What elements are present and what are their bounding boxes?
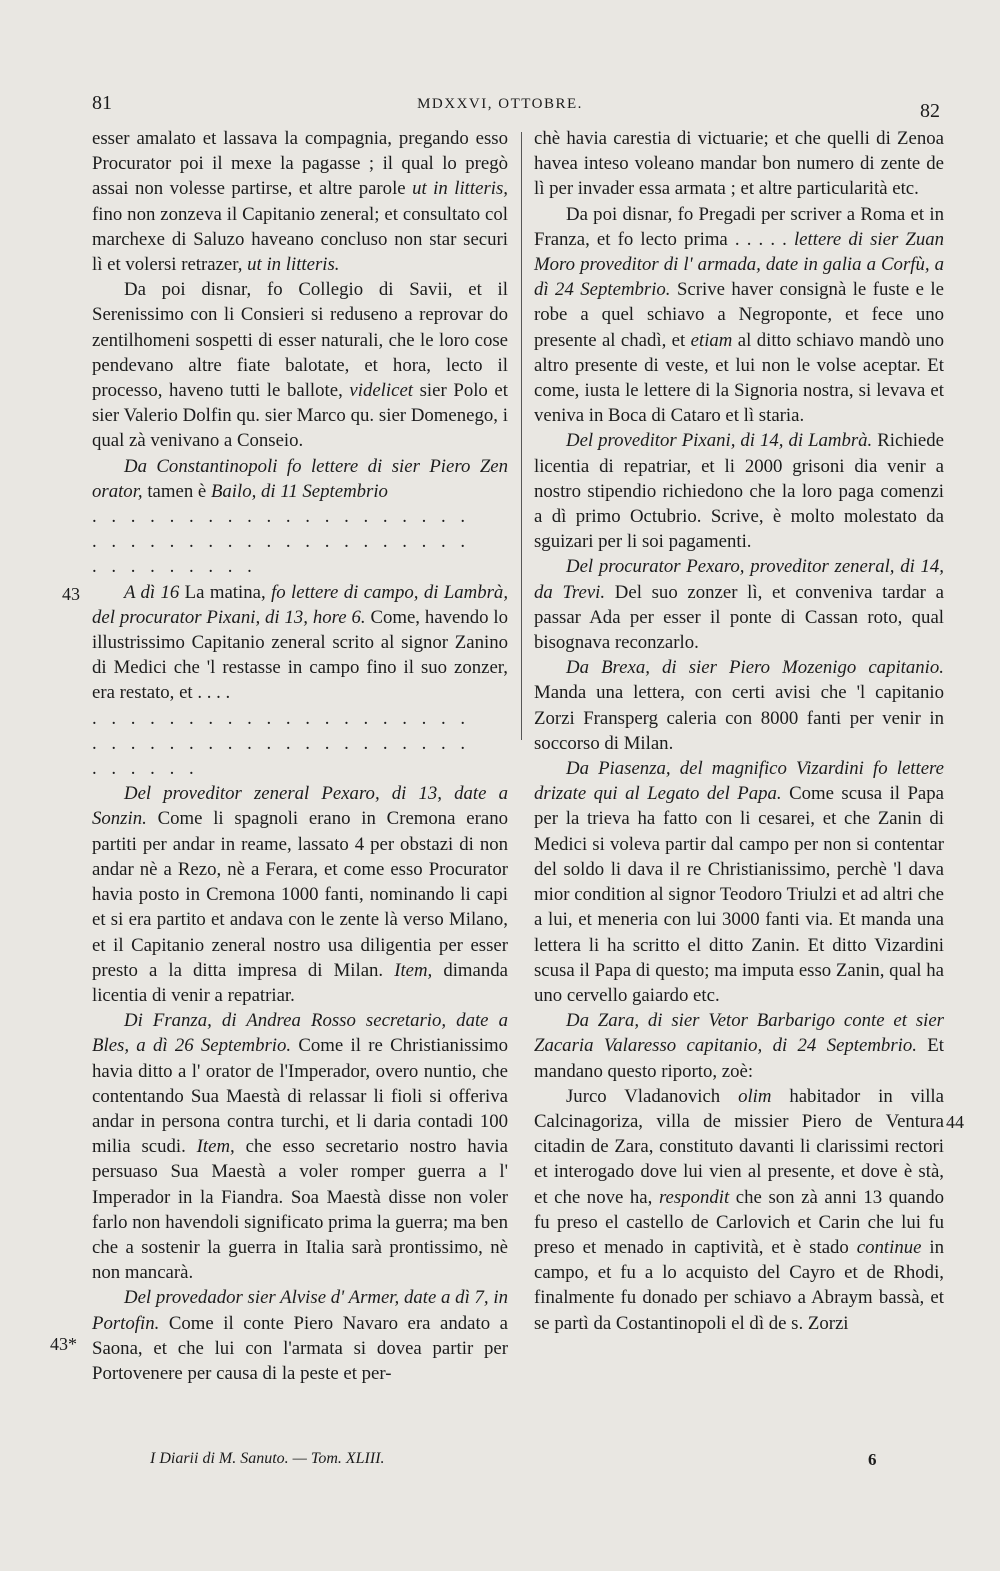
paragraph: Del proveditor zeneral Pexaro, di 13, date a Sonzin. Come li spagnoli erano in Cremona erano partiti per andar in reame, lassato 4 per obstazi di non andar nè a Rezo, nè a Ferara, et come esso Procurator havia posto in Cremona 1000 fanti, nominando li capi et si era partito et andava con le zente là verso Milano, et il Capitanio zeneral nostro usa diligentia per esser presto a la ditta impresa di Milan. Item, dimanda licentia di venir a repatriar. [92, 783, 508, 1006]
ellipsis-line: . . . . . . . . . . . . . . . . . . . . [92, 531, 471, 553]
column-divider [521, 132, 522, 740]
right-column [534, 126, 944, 1336]
running-title: MDXXVI, OTTOBRE. [417, 96, 583, 112]
paragraph: Del provedador sier Alvise d' Armer, date a dì 7, in Portofin. Come il conte Piero Navaro era andato a Saona, et che lui con l'armata si dovea partir per Portovenere per causa di la peste et per- [92, 1287, 508, 1384]
signature-mark: 6 [868, 1450, 877, 1469]
page-number-left: 81 [92, 92, 112, 114]
paragraph: Del proveditor Pixani, di 14, di Lambrà. Richiede licentia di repatriar, et li 2000 grisoni dia venir a nostro stipendio richiedono che la loro paga comenzi a dì primo Octubrio. Scrive, è molto molestato da sguizari per li soi pagamenti. [534, 430, 944, 553]
ellipsis-line: . . . . . . . . . [92, 556, 257, 578]
ellipsis-line: . . . . . . . . . . . . . . . . . . . . [92, 506, 471, 528]
paragraph: esser amalato et lassava la compagnia, pregando esso Procurator poi il mexe la pagasse ; il qual lo pregò assai non volesse partirse, et altre parole ut in litteris, fino non zonzeva il Capitanio zeneral; et consultato col marchexe di Saluzo haveano concluso non star securi lì et volersi retrazer, ut in litteris. [92, 128, 508, 276]
margin-number: 43* [50, 1334, 77, 1354]
margin-number: 43 [62, 584, 80, 604]
paragraph: Da Constantinopoli fo lettere di sier Piero Zen orator, tamen è Bailo, di 11 Septembrio [92, 455, 508, 502]
footer-title: I Diarii di M. Sanuto. — Tom. XLIII. [150, 1450, 385, 1467]
ellipsis-line: . . . . . . [92, 758, 199, 780]
paragraph: chè havia carestia di victuarie; et che quelli di Zenoa havea inteso voleano mandar bon numero di zente de lì per invader essa armata ; et altre particularità etc. [534, 128, 944, 200]
margin-number: 44 [946, 1112, 964, 1132]
paragraph: Da poi disnar, fo Collegio di Savii, et il Serenissimo con li Consieri si reduseno a reprovar do zentilhomeni sospetti di esser naturali, che le loro cose pendevano altre fiate balotate, et hora, lecto il processo, haveno tutti le ballote, videlicet sier Polo et sier Valerio Dolfin qu. sier Marco qu. sier Domenego, i qual zà venivano a Conseio. [92, 279, 508, 452]
paragraph: Da poi disnar, fo Pregadi per scriver a Roma et in Franza, et fo lecto prima . . . . . lettere di sier Zuan Moro proveditor di l' armada, date in galia a Corfù, a dì 24 Septembrio. Scrive haver consignà le fuste e le robe a quel schiavo a Negroponte, et fece uno presente al chadì, et etiam al ditto schiavo mandò uno altro presente di veste, et lui non le volse aceptar. Et come, iusta le lettere di la Signoria nostra, si levava et veniva in Boca di Cataro et lì staria. [534, 203, 944, 427]
ellipsis-line: . . . . . . . . . . . . . . . . . . . . [92, 707, 471, 729]
paragraph: Del procurator Pexaro, proveditor zeneral, di 14, da Trevi. Del suo zonzer lì, et conveniva tardar a passar Ada per esser il ponte di Cassan roto, qual bisognava reconzarlo. [534, 556, 944, 654]
paragraph: Da Zara, di sier Vetor Barbarigo conte et sier Zacaria Valaresso capitanio, di 24 Septembrio. Et mandano questo riporto, zoè: [534, 1010, 944, 1082]
paragraph: Da Brexa, di sier Piero Mozenigo capitanio. Manda una lettera, con certi avisi che 'l capitanio Zorzi Fransperg caleria con 8000 fanti per venir in soccorso di Milan. [534, 657, 944, 754]
paragraph: Di Franza, di Andrea Rosso secretario, date a Bles, a dì 26 Septembrio. Come il re Christianissimo havia ditto a l' orator de l'Imperador, overo nuntio, che contentando Sua Maestà di relassar li fioli si offeriva andar in persona contra turchi, et li daria contadi 100 milia scudi. Item, che esso secretario nostro havia persuaso Sua Maestà a voler romper guerra a l' Imperador in la Fiandra. Soa Maestà disse non voler farlo non havendoli significato prima la guerra; ma ben che a sostenir la guerra in Italia sarà prontissimo, nè non mancarà. [92, 1010, 508, 1284]
paragraph: Da Piasenza, del magnifico Vizardini fo lettere drizate qui al Legato del Papa. Come scusa il Papa per la trieva ha fatto con li cesarei, et che Zanin di Medici si voleva partir dal campo per non si contentar del soldo li dava il re Christianissimo, perchè 'l dava mior condition al signor Teodoro Triulzi et ad altri che a lui, et meneria con lui 3000 fanti via. Et manda una lettera li ha scritto el ditto Zanin. Et ditto Vizardini scusa il Papa di questo; ma imputa esso Zanin, qual ha uno cervello gaiardo etc. [534, 758, 944, 1006]
paragraph: A dì 16 La matina, fo lettere di campo, di Lambrà, del procurator Pixani, di 13, hore 6. Come, havendo lo illustrissimo Capitanio zeneral scrito al signor Zanino di Medici che 'l restasse in campo fino il suo zonzer, era restato, et . . . . [92, 581, 509, 704]
left-column [92, 126, 508, 1386]
paragraph: Jurco Vladanovich olim habitador in villa Calcinagoriza, villa de missier Piero de Ventura citadin de Zara, constituto davanti li clarissimi rectori et interogado dove lui vien al presente, et dove è stà, et che nove ha, respondit che son zà anni 13 quando fu preso el castello de Carlovich et Carin che lui fu preso et menado in captività, et è stado continue in campo, et fu a lo acquisto del Cayro et de Rhodi, finalmente fu donado per schiavo a Abraym bassà, et se partì da Costantinopoli el dì de s. Zorzi [534, 1085, 945, 1334]
ellipsis-line: . . . . . . . . . . . . . . . . . . . . [92, 732, 471, 754]
page-number-right: 82 [920, 100, 940, 122]
